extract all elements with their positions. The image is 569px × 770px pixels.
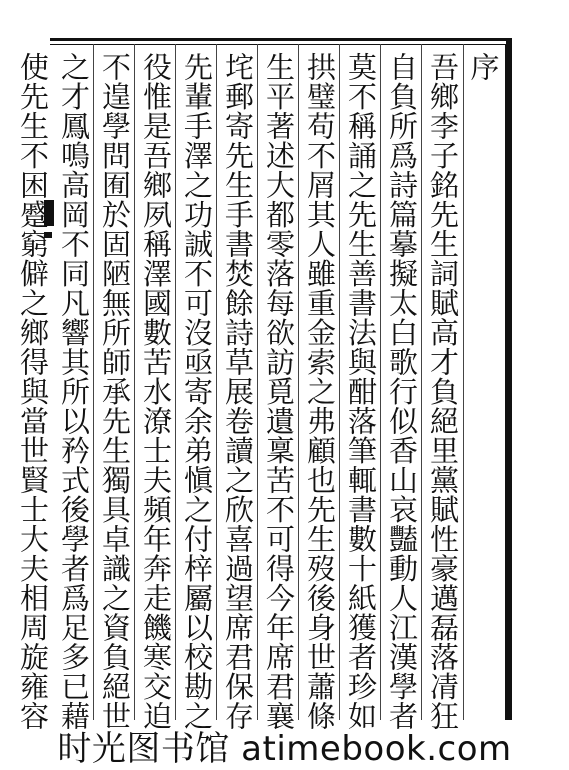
text-column: 使先生不困蹙窮僻之鄉得與當世賢士大夫相周旋雍容 [16,52,50,731]
text-column: 拱璧苟不屑其人雖重金索之弗顧也先生歿後身世蕭條 [303,52,337,731]
text-column: 吾鄉李子銘先生詞賦高才負絕里黨賦性豪邁磊落凊狂 [426,52,460,731]
preface-heading: 序 [466,52,501,81]
text-column: 生平著述大都零落每欲訪覓遺稟苦不可得今年席君襄 [262,52,296,731]
text-column: 先輩手澤之功誠不可沒亟寄余弟愼之付梓屬以校勘之 [180,52,214,731]
text-column: 之才鳳鳴高岡不同凡響其所以矜式後學者爲足多已藉 [57,52,91,731]
text-column: 莫不稱誦之先生善書法與酣落筆輒書數十紙獲者珍如 [344,52,378,731]
column-divider [463,44,464,720]
text-column: 自負所爲詩篇摹擬太白歌行似香山哀豔動人江漢學者 [385,52,419,731]
text-column: 役惟是吾鄉夙稱澤國數苦水潦士夫頻年奔走饑寒交迫 [139,52,173,731]
watermark: 时光图书馆 atimebook.com [57,728,512,769]
text-column: 垞郵寄先生手書焚餘詩草展卷讀之欣喜過望席君保存 [221,52,255,731]
text-column: 不遑學問囿於固陋無所師承先生獨具卓識之資負絕世 [98,52,132,731]
